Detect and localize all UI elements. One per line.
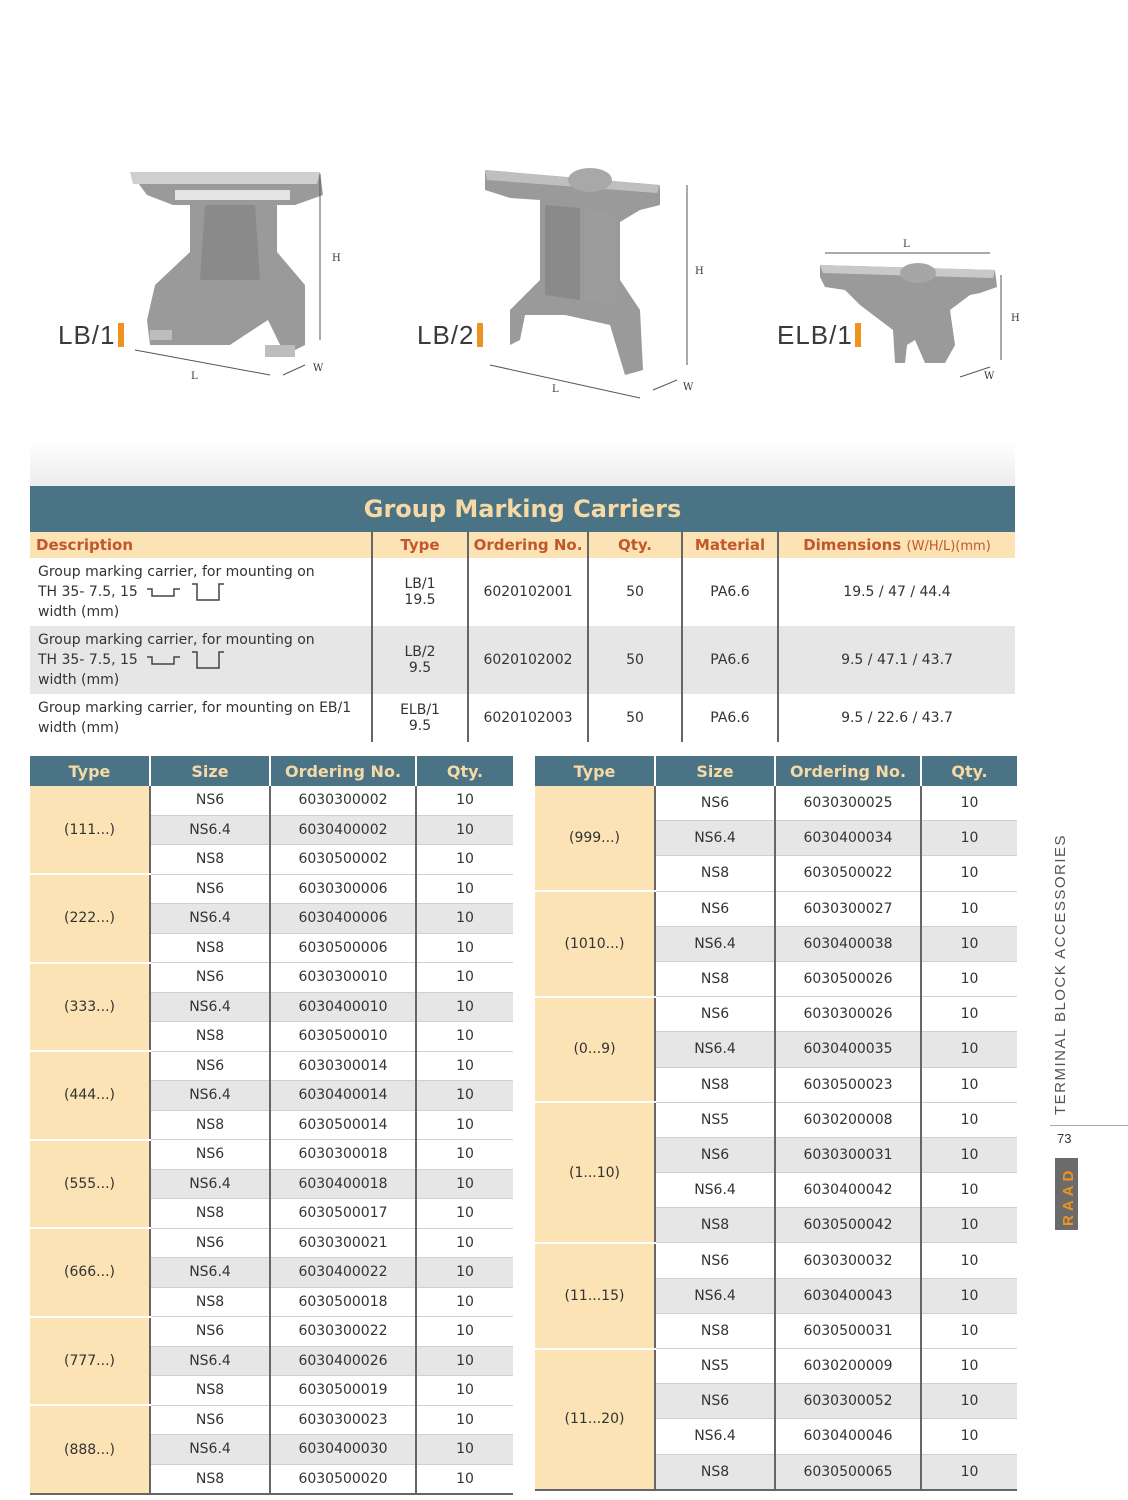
qty-cell: 10 — [921, 1454, 1017, 1490]
qty-cell: 10 — [416, 845, 513, 875]
ordering-cell: 6030300023 — [270, 1405, 416, 1435]
ordering-cell: 6030400035 — [775, 1032, 921, 1067]
type-cell: (888...) — [30, 1405, 150, 1494]
description-cell — [30, 626, 372, 694]
size-cell: NS8 — [150, 1199, 270, 1229]
elb1-dim-l: L — [903, 239, 910, 250]
type-name: ELB/1 — [400, 702, 440, 718]
size-cell: NS6 — [655, 786, 775, 821]
size-cell: NS8 — [655, 961, 775, 996]
table-row — [535, 891, 1017, 926]
ordering-cell: 6030400002 — [270, 815, 416, 845]
size-cell: NS8 — [655, 1313, 775, 1348]
size-cell: NS6.4 — [150, 1258, 270, 1288]
size-cell: NS8 — [655, 1454, 775, 1490]
qty-cell: 10 — [416, 815, 513, 845]
qty-cell: 10 — [416, 1169, 513, 1199]
material-cell: PA6.6 — [682, 558, 778, 626]
type-width: 9.5 — [408, 660, 432, 676]
ordering-cell: 6030500002 — [270, 845, 416, 875]
size-cell: NS8 — [655, 1208, 775, 1243]
qty-cell: 10 — [921, 1278, 1017, 1313]
lb2-dim-w: W — [683, 382, 694, 393]
brand-logo-text: RAAD — [1060, 1166, 1077, 1226]
qty-cell: 10 — [921, 1384, 1017, 1419]
qty-cell: 10 — [416, 1405, 513, 1435]
type-name: LB/1 — [404, 576, 436, 592]
type-cell: (222...) — [30, 874, 150, 963]
col-header-qty: Qty. — [416, 756, 513, 786]
size-cell: NS8 — [150, 1110, 270, 1140]
ordering-cell: 6020102001 — [468, 558, 588, 626]
size-cell: NS6.4 — [150, 992, 270, 1022]
ordering-cell: 6020102002 — [468, 626, 588, 694]
qty-cell: 10 — [921, 1032, 1017, 1067]
size-cell: NS6 — [150, 1140, 270, 1170]
right-ordering-table — [535, 756, 1017, 1491]
dimensions-cell: 19.5 / 47 / 44.4 — [778, 558, 1015, 626]
size-cell: NS6 — [655, 997, 775, 1032]
qty-cell: 10 — [416, 1051, 513, 1081]
qty-cell: 10 — [921, 891, 1017, 926]
ordering-cell: 6030500014 — [270, 1110, 416, 1140]
ordering-cell: 6030500023 — [775, 1067, 921, 1102]
page-number: 73 — [1057, 1131, 1072, 1146]
size-cell: NS6.4 — [150, 904, 270, 934]
ordering-cell: 6030500042 — [775, 1208, 921, 1243]
col-header-ordering: Ordering No. — [270, 756, 416, 786]
table-header-row — [30, 532, 1015, 558]
size-cell: NS6.4 — [150, 1346, 270, 1376]
qty-cell: 10 — [921, 1208, 1017, 1243]
size-cell: NS6.4 — [150, 815, 270, 845]
lb2-dim-l: L — [552, 384, 559, 395]
group-marking-table — [30, 486, 1015, 742]
qty-cell: 10 — [416, 933, 513, 963]
size-cell: NS6.4 — [655, 926, 775, 961]
qty-cell: 10 — [416, 1258, 513, 1288]
ordering-cell: 6030400006 — [270, 904, 416, 934]
qty-cell: 10 — [416, 1346, 513, 1376]
qty-cell: 10 — [416, 1081, 513, 1111]
qty-cell: 10 — [416, 1022, 513, 1052]
qty-cell: 10 — [921, 1313, 1017, 1348]
table-row — [30, 1405, 513, 1435]
dimensions-cell: 9.5 / 47.1 / 43.7 — [778, 626, 1015, 694]
rail-profile-deep-icon — [191, 650, 225, 670]
table-row — [30, 1140, 513, 1170]
lb1-dim-h: H — [332, 253, 341, 264]
description-line: width (mm) — [38, 720, 120, 736]
type-width: 19.5 — [404, 592, 436, 608]
rail-spec: TH 35- 7.5, 15 — [38, 584, 138, 600]
col-header-type: Type — [535, 756, 655, 786]
size-cell: NS6.4 — [655, 821, 775, 856]
rail-profile-deep-icon — [191, 582, 225, 602]
table-row — [535, 786, 1017, 821]
ordering-cell: 6030400014 — [270, 1081, 416, 1111]
dimensions-cell: 9.5 / 22.6 / 43.7 — [778, 694, 1015, 742]
qty-cell: 10 — [416, 786, 513, 815]
ordering-cell: 6030300018 — [270, 1140, 416, 1170]
col-header-size: Size — [150, 756, 270, 786]
size-cell: NS6.4 — [150, 1435, 270, 1465]
rail-profile-icon — [146, 653, 182, 667]
elb1-dim-w: W — [984, 371, 995, 382]
size-cell: NS6.4 — [655, 1173, 775, 1208]
size-cell: NS6 — [655, 1243, 775, 1278]
ordering-cell: 6030500018 — [270, 1287, 416, 1317]
qty-cell: 10 — [921, 856, 1017, 891]
type-cell: (999...) — [535, 786, 655, 891]
table-row — [30, 626, 1015, 694]
elb1-dim-h: H — [1011, 313, 1020, 324]
qty-cell: 50 — [588, 558, 682, 626]
ordering-cell: 6030300031 — [775, 1137, 921, 1172]
type-cell: (777...) — [30, 1317, 150, 1406]
ordering-cell: 6030400030 — [270, 1435, 416, 1465]
table-shadow — [30, 440, 1015, 488]
qty-cell: 10 — [921, 821, 1017, 856]
description-line: Group marking carrier, for mounting on EB/1 — [38, 700, 352, 716]
qty-cell: 10 — [921, 1173, 1017, 1208]
material-cell: PA6.6 — [682, 626, 778, 694]
size-cell: NS6.4 — [150, 1169, 270, 1199]
table-row — [30, 786, 513, 815]
type-cell: (111...) — [30, 786, 150, 874]
lb1-illustration — [55, 160, 345, 390]
lb2-label-accent — [477, 323, 483, 347]
ordering-cell: 6030400043 — [775, 1278, 921, 1313]
lb1-dim-w: W — [313, 363, 324, 374]
dimensions-label: Dimensions — [803, 536, 902, 554]
qty-cell: 10 — [416, 1228, 513, 1258]
table-row — [30, 874, 513, 904]
size-cell: NS8 — [150, 1022, 270, 1052]
ordering-cell: 6030500026 — [775, 961, 921, 996]
qty-cell: 10 — [416, 963, 513, 993]
qty-cell: 10 — [416, 874, 513, 904]
rail-spec: TH 35- 7.5, 15 — [38, 652, 138, 668]
size-cell: NS6.4 — [655, 1032, 775, 1067]
product-lb1 — [55, 160, 345, 390]
type-cell — [372, 694, 468, 742]
size-cell: NS8 — [655, 856, 775, 891]
table-row — [535, 997, 1017, 1032]
elb1-label-accent — [855, 323, 861, 347]
dimensions-unit: (W/H/L)(mm) — [906, 539, 991, 554]
product-elb1 — [775, 235, 1035, 385]
qty-cell: 10 — [921, 1349, 1017, 1384]
description-line — [38, 582, 367, 602]
rail-profile-icon — [146, 585, 182, 599]
material-cell: PA6.6 — [682, 694, 778, 742]
qty-cell: 10 — [416, 1199, 513, 1229]
ordering-cell: 6030400038 — [775, 926, 921, 961]
qty-cell: 10 — [416, 1464, 513, 1494]
size-cell: NS8 — [655, 1067, 775, 1102]
ordering-cell: 6030400042 — [775, 1173, 921, 1208]
ordering-cell: 6030500022 — [775, 856, 921, 891]
table-row — [535, 1102, 1017, 1137]
col-header-ordering: Ordering No. — [468, 532, 588, 558]
table-row — [30, 1228, 513, 1258]
col-header-dimensions — [778, 532, 1015, 558]
qty-cell: 10 — [921, 1137, 1017, 1172]
table-row — [30, 963, 513, 993]
ordering-cell: 6030500017 — [270, 1199, 416, 1229]
col-header-type: Type — [30, 756, 150, 786]
type-cell: (1010...) — [535, 891, 655, 997]
lb1-dim-l: L — [191, 371, 198, 382]
qty-cell: 10 — [921, 1102, 1017, 1137]
qty-cell: 10 — [921, 1067, 1017, 1102]
ordering-cell: 6030500006 — [270, 933, 416, 963]
ordering-cell: 6030300032 — [775, 1243, 921, 1278]
ordering-cell: 6020102003 — [468, 694, 588, 742]
ordering-cell: 6030500020 — [270, 1464, 416, 1494]
ordering-cell: 6030400022 — [270, 1258, 416, 1288]
size-cell: NS6 — [655, 1384, 775, 1419]
ordering-cell: 6030300010 — [270, 963, 416, 993]
ordering-cell: 6030500010 — [270, 1022, 416, 1052]
type-cell — [372, 626, 468, 694]
description-cell — [30, 558, 372, 626]
size-cell: NS6 — [150, 1317, 270, 1347]
description-line: width (mm) — [38, 672, 120, 688]
size-cell: NS6 — [150, 1228, 270, 1258]
lb1-label — [58, 320, 124, 351]
size-cell: NS6 — [655, 1137, 775, 1172]
table-row — [535, 1349, 1017, 1384]
size-cell: NS8 — [150, 933, 270, 963]
size-cell: NS5 — [655, 1349, 775, 1384]
ordering-cell: 6030400046 — [775, 1419, 921, 1454]
type-cell — [372, 558, 468, 626]
size-cell: NS8 — [150, 1287, 270, 1317]
size-cell: NS5 — [655, 1102, 775, 1137]
type-cell: (444...) — [30, 1051, 150, 1140]
description-line: width (mm) — [38, 604, 120, 620]
table-row — [30, 1317, 513, 1347]
col-header-size: Size — [655, 756, 775, 786]
ordering-cell: 6030300025 — [775, 786, 921, 821]
side-divider — [1050, 1125, 1128, 1126]
table-title: Group Marking Carriers — [30, 486, 1015, 532]
size-cell: NS6 — [150, 963, 270, 993]
size-cell: NS8 — [150, 1376, 270, 1406]
left-table-body — [30, 786, 513, 1494]
col-header-ordering: Ordering No. — [775, 756, 921, 786]
ordering-cell: 6030500031 — [775, 1313, 921, 1348]
lb2-label-text: LB/2 — [417, 320, 475, 350]
ordering-cell: 6030400010 — [270, 992, 416, 1022]
ordering-cell: 6030400018 — [270, 1169, 416, 1199]
left-ordering-table — [30, 756, 513, 1495]
ordering-cell: 6030200009 — [775, 1349, 921, 1384]
lb2-label — [417, 320, 483, 351]
size-cell: NS6.4 — [655, 1278, 775, 1313]
ordering-cell: 6030500065 — [775, 1454, 921, 1490]
elb1-illustration — [775, 235, 1035, 385]
elb1-label — [777, 320, 861, 351]
ordering-cell: 6030300006 — [270, 874, 416, 904]
description-cell — [30, 694, 372, 742]
left-table-header — [30, 756, 513, 786]
qty-cell: 10 — [416, 1287, 513, 1317]
ordering-cell: 6030300026 — [775, 997, 921, 1032]
elb1-label-text: ELB/1 — [777, 320, 853, 350]
ordering-cell: 6030300002 — [270, 786, 416, 815]
type-cell: (1...10) — [535, 1102, 655, 1243]
ordering-cell: 6030300014 — [270, 1051, 416, 1081]
section-title-vertical: TERMINAL BLOCK ACCESSORIES — [1052, 833, 1069, 1115]
qty-cell: 10 — [921, 961, 1017, 996]
size-cell: NS6.4 — [655, 1419, 775, 1454]
ordering-cell: 6030400026 — [270, 1346, 416, 1376]
qty-cell: 10 — [416, 1110, 513, 1140]
right-table-header — [535, 756, 1017, 786]
type-cell: (333...) — [30, 963, 150, 1052]
qty-cell: 10 — [416, 1435, 513, 1465]
col-header-type: Type — [372, 532, 468, 558]
ordering-cell: 6030300021 — [270, 1228, 416, 1258]
table-row — [30, 558, 1015, 626]
description-line: Group marking carrier, for mounting on — [38, 632, 315, 648]
ordering-cell: 6030400034 — [775, 821, 921, 856]
size-cell: NS6 — [150, 874, 270, 904]
col-header-qty: Qty. — [921, 756, 1017, 786]
qty-cell: 10 — [921, 786, 1017, 821]
type-cell: (0...9) — [535, 997, 655, 1103]
ordering-cell: 6030500019 — [270, 1376, 416, 1406]
col-header-qty: Qty. — [588, 532, 682, 558]
lb2-illustration — [415, 160, 715, 400]
col-header-description: Description — [30, 532, 372, 558]
size-cell: NS6 — [150, 1405, 270, 1435]
size-cell: NS6.4 — [150, 1081, 270, 1111]
table-row — [30, 694, 1015, 742]
qty-cell: 10 — [921, 926, 1017, 961]
lb2-dim-h: H — [695, 266, 704, 277]
description-line: Group marking carrier, for mounting on — [38, 564, 315, 580]
size-cell: NS6 — [655, 891, 775, 926]
lb1-label-accent — [118, 323, 124, 347]
lb1-label-text: LB/1 — [58, 320, 116, 350]
type-width: 9.5 — [408, 718, 432, 734]
ordering-cell: 6030300052 — [775, 1384, 921, 1419]
product-lb2 — [415, 160, 715, 400]
qty-cell: 10 — [921, 1419, 1017, 1454]
size-cell: NS8 — [150, 1464, 270, 1494]
qty-cell: 10 — [416, 1376, 513, 1406]
description-line — [38, 650, 367, 670]
table-row — [535, 1243, 1017, 1278]
type-name: LB/2 — [404, 644, 436, 660]
qty-cell: 10 — [416, 992, 513, 1022]
table-title-row — [30, 486, 1015, 532]
qty-cell: 10 — [416, 1140, 513, 1170]
qty-cell: 50 — [588, 626, 682, 694]
type-cell: (555...) — [30, 1140, 150, 1229]
right-table-body — [535, 786, 1017, 1490]
qty-cell: 10 — [416, 904, 513, 934]
size-cell: NS6 — [150, 1051, 270, 1081]
type-cell: (11...20) — [535, 1349, 655, 1490]
type-cell: (666...) — [30, 1228, 150, 1317]
table-row — [30, 1051, 513, 1081]
qty-cell: 10 — [921, 997, 1017, 1032]
ordering-cell: 6030300027 — [775, 891, 921, 926]
col-header-material: Material — [682, 532, 778, 558]
ordering-cell: 6030300022 — [270, 1317, 416, 1347]
ordering-cell: 6030200008 — [775, 1102, 921, 1137]
type-cell: (11...15) — [535, 1243, 655, 1349]
qty-cell: 10 — [921, 1243, 1017, 1278]
qty-cell: 50 — [588, 694, 682, 742]
size-cell: NS6 — [150, 786, 270, 815]
qty-cell: 10 — [416, 1317, 513, 1347]
size-cell: NS8 — [150, 845, 270, 875]
